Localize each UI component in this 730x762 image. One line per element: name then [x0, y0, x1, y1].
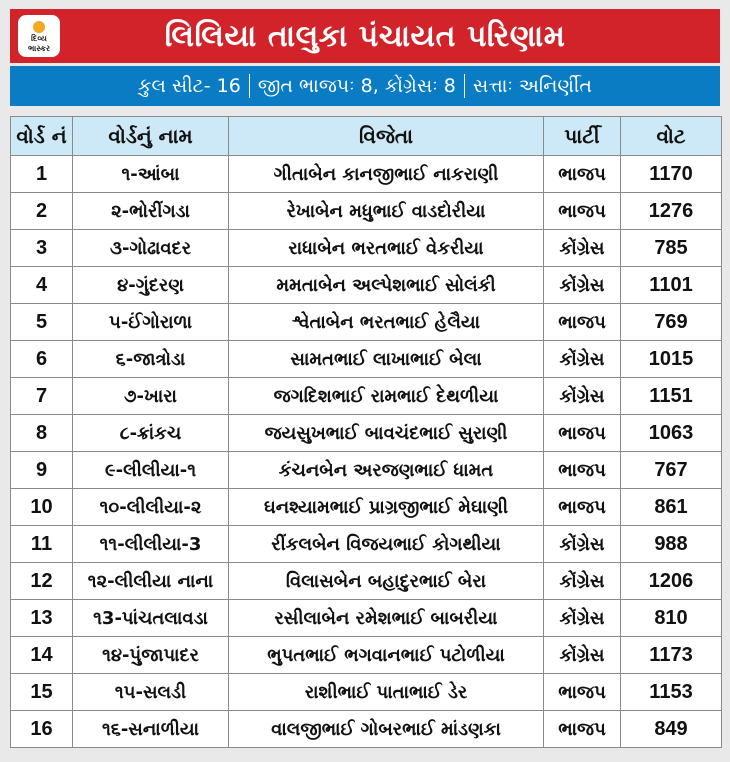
- total-seats: કુલ સીટ- 16: [138, 75, 241, 97]
- vote-count: 1063: [621, 415, 722, 452]
- ward-number: 8: [11, 415, 73, 452]
- ward-name: ૩-ગોઢાવદર: [73, 230, 229, 267]
- summary-bar: [10, 66, 720, 106]
- ward-number: 4: [11, 267, 73, 304]
- table-row: [11, 304, 722, 341]
- winner-name: ભુપતભાઈ ભગવાનભાઈ પટોળીયા: [229, 637, 544, 674]
- header-party: પાર્ટી: [544, 117, 621, 156]
- ward-name: ૧૪-પુંજાપાદર: [73, 637, 229, 674]
- header-ward-name: વોર્ડનું નામ: [73, 117, 229, 156]
- party-name: ભાજપ: [544, 452, 621, 489]
- party-name: કોંગ્રેસ: [544, 341, 621, 378]
- power-status: સત્તાઃ અનિર્ણીત: [472, 75, 592, 97]
- winner-name: સામતભાઈ લાખાભાઈ બેલા: [229, 341, 544, 378]
- table-row: [11, 341, 722, 378]
- ward-name: ૭-ખારા: [73, 378, 229, 415]
- table-row: [11, 267, 722, 304]
- vote-count: 861: [621, 489, 722, 526]
- table-row: [11, 156, 722, 193]
- page-title: લિલિયા તાલુકા પંચાયત પરિણામ: [164, 18, 566, 54]
- ward-number: 15: [11, 674, 73, 711]
- title-banner: [10, 9, 720, 63]
- ward-name: ૨-ભોરીંગડા: [73, 193, 229, 230]
- ward-number: 1: [11, 156, 73, 193]
- party-name: કોંગ્રેસ: [544, 378, 621, 415]
- party-name: કોંગ્રેસ: [544, 526, 621, 563]
- vote-count: 767: [621, 452, 722, 489]
- vote-count: 1151: [621, 378, 722, 415]
- ward-number: 2: [11, 193, 73, 230]
- divya-bhaskar-logo: [18, 15, 60, 57]
- party-name: કોંગ્રેસ: [544, 600, 621, 637]
- table-row: [11, 378, 722, 415]
- ward-name: ૧૦-લીલીયા-૨: [73, 489, 229, 526]
- header-votes: વોટ: [621, 117, 722, 156]
- winner-name: ગીતાબેન કાનજીભાઈ નાકરાણી: [229, 156, 544, 193]
- ward-name: ૮-ક્રાંકચ: [73, 415, 229, 452]
- ward-number: 6: [11, 341, 73, 378]
- table-row: [11, 193, 722, 230]
- divider: [464, 74, 465, 98]
- winner-name: શ્વેતાબેન ભરતભાઈ હેલૈયા: [229, 304, 544, 341]
- party-name: કોંગ્રેસ: [544, 230, 621, 267]
- table-row: [11, 415, 722, 452]
- ward-name: ૧૧-લીલીયા-3: [73, 526, 229, 563]
- vote-count: 1101: [621, 267, 722, 304]
- vote-count: 1153: [621, 674, 722, 711]
- winner-name: વિલાસબેન બહાદુરભાઈ બેરા: [229, 563, 544, 600]
- vote-count: 988: [621, 526, 722, 563]
- vote-count: 769: [621, 304, 722, 341]
- table-row: [11, 637, 722, 674]
- party-name: કોંગ્રેસ: [544, 267, 621, 304]
- ward-number: 14: [11, 637, 73, 674]
- ward-number: 7: [11, 378, 73, 415]
- ward-name: ૫-ઈંગોરાળા: [73, 304, 229, 341]
- table-row: [11, 230, 722, 267]
- table-row: [11, 526, 722, 563]
- logo-text-line1: દિવ્ય: [31, 34, 47, 43]
- ward-number: 16: [11, 711, 73, 748]
- ward-name: ૧3-પાંચતલાવડા: [73, 600, 229, 637]
- divider: [249, 74, 250, 98]
- ward-number: 3: [11, 230, 73, 267]
- ward-name: ૬-જાત્રોડા: [73, 341, 229, 378]
- table-row: [11, 674, 722, 711]
- table-row: [11, 600, 722, 637]
- party-name: ભાજપ: [544, 711, 621, 748]
- vote-count: 810: [621, 600, 722, 637]
- party-name: કોંગ્રેસ: [544, 563, 621, 600]
- vote-count: 1206: [621, 563, 722, 600]
- table-row: [11, 711, 722, 748]
- ward-number: 10: [11, 489, 73, 526]
- ward-number: 12: [11, 563, 73, 600]
- ward-name: ૧૬-સનાળીયા: [73, 711, 229, 748]
- winner-name: વાલજીભાઈ ગોબરભાઈ માંડણકા: [229, 711, 544, 748]
- party-name: ભાજપ: [544, 674, 621, 711]
- winner-name: રસીલાબેન રમેશભાઈ બાબરીયા: [229, 600, 544, 637]
- ward-name: ૧૫-સલડી: [73, 674, 229, 711]
- winner-name: મમતાબેન અલ્પેશભાઈ સોલંકી: [229, 267, 544, 304]
- winner-name: રાધાબેન ભરતભાઈ વેકરીયા: [229, 230, 544, 267]
- winner-name: રાશીભાઈ પાતાભાઈ ડેર: [229, 674, 544, 711]
- vote-count: 1170: [621, 156, 722, 193]
- vote-count: 785: [621, 230, 722, 267]
- winner-name: રેખાબેન મધુભાઈ વાડદોરીયા: [229, 193, 544, 230]
- table-row: [11, 489, 722, 526]
- winner-name: જયસુખભાઈ બાવચંદભાઈ સુરાણી: [229, 415, 544, 452]
- vote-count: 1015: [621, 341, 722, 378]
- header-ward-no: વોર્ડ નં: [11, 117, 73, 156]
- winner-name: રીંકલબેન વિજયભાઈ કોગથીયા: [229, 526, 544, 563]
- vote-count: 849: [621, 711, 722, 748]
- ward-number: 13: [11, 600, 73, 637]
- party-name: ભાજપ: [544, 489, 621, 526]
- sun-icon: [33, 21, 45, 33]
- vote-count: 1276: [621, 193, 722, 230]
- ward-name: ૪-ગુંદરણ: [73, 267, 229, 304]
- ward-name: ૯-લીલીયા-૧: [73, 452, 229, 489]
- winner-name: ઘનશ્યામભાઈ પ્રાગ્રજીભાઈ મેઘાણી: [229, 489, 544, 526]
- won-seats: જીત ભાજપઃ 8, કોંગ્રેસઃ 8: [257, 75, 456, 97]
- header-winner: વિજેતા: [229, 117, 544, 156]
- ward-number: 11: [11, 526, 73, 563]
- results-table: [10, 116, 722, 748]
- logo-text-line2: ભાસ્કર: [27, 44, 51, 53]
- winner-name: કંચનબેન અરજણભાઈ ધામત: [229, 452, 544, 489]
- party-name: ભાજપ: [544, 304, 621, 341]
- party-name: ભાજપ: [544, 156, 621, 193]
- table-row: [11, 563, 722, 600]
- table-header-row: [11, 117, 722, 156]
- ward-name: ૧૨-લીલીયા નાના: [73, 563, 229, 600]
- winner-name: જગદિશભાઈ રામભાઈ દેથળીયા: [229, 378, 544, 415]
- vote-count: 1173: [621, 637, 722, 674]
- party-name: ભાજપ: [544, 415, 621, 452]
- party-name: ભાજપ: [544, 193, 621, 230]
- party-name: કોંગ્રેસ: [544, 637, 621, 674]
- table-row: [11, 452, 722, 489]
- ward-name: ૧-આંબા: [73, 156, 229, 193]
- ward-number: 5: [11, 304, 73, 341]
- ward-number: 9: [11, 452, 73, 489]
